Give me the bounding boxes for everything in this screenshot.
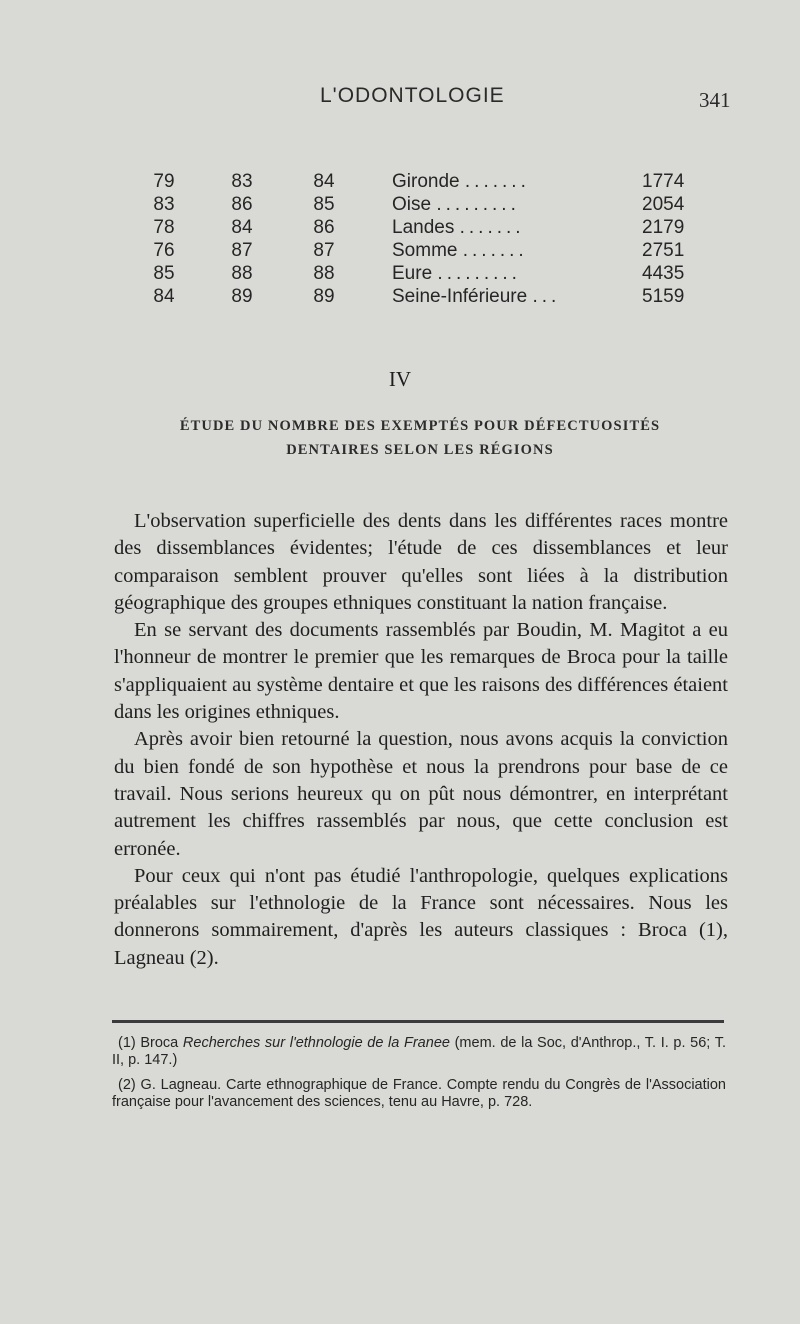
running-head bbox=[0, 84, 800, 114]
rank-col-3: 86 bbox=[313, 217, 335, 238]
rank-col-1: 76 bbox=[153, 240, 175, 261]
paragraph: En se servant des documents rassemblés par Boudin, M. Magitot a eu l'honneur de montrer le premier que les remarques de Broca pour la taille s'appliquaient au système dentaire et que les raisons des différences étaient dans les origines ethniques. bbox=[114, 619, 728, 724]
paragraph: Pour ceux qui n'ont pas étudié l'anthropologie, quelques explications préalables sur l'ethnologie de la France sont nécessaires. Nous les donnerons sommairement, d'après les auteurs classiques : Broca (1), Lagneau (2). bbox=[114, 864, 728, 969]
rank-col-1: 79 bbox=[153, 171, 175, 192]
footnotes bbox=[112, 1035, 726, 1119]
footnote-2: (2) G. Lagneau. Carte ethnographique de France. Compte rendu du Congrès de l'Association française pour l'avancement des sciences, tenu au Havre, p. 728. bbox=[112, 1077, 726, 1110]
dot-leader: ......... bbox=[437, 263, 521, 284]
exempt-count: 2751 bbox=[642, 240, 685, 261]
rank-col-3: 84 bbox=[313, 171, 335, 192]
department-cell bbox=[362, 216, 632, 239]
dot-leader: ....... bbox=[459, 217, 525, 238]
dot-leader: ... bbox=[532, 286, 561, 307]
section-number: IV bbox=[388, 367, 412, 391]
department-cell bbox=[362, 170, 632, 193]
rank-col-3: 85 bbox=[313, 194, 335, 215]
footnote-divider bbox=[112, 1020, 724, 1023]
section-heading bbox=[150, 414, 690, 462]
rank-col-2: 86 bbox=[231, 194, 253, 215]
department-cell bbox=[362, 285, 632, 308]
rank-col-2: 88 bbox=[231, 263, 253, 284]
body-text bbox=[114, 508, 728, 972]
rank-col-1: 85 bbox=[153, 263, 175, 284]
exempt-count: 2054 bbox=[642, 194, 685, 215]
page-number: 341 bbox=[699, 88, 731, 112]
section-heading-line-2: DENTAIRES SELON LES RÉGIONS bbox=[286, 442, 554, 458]
table-row bbox=[130, 239, 750, 262]
footnote-1-prefix: (1) Broca bbox=[118, 1035, 183, 1051]
section-heading-line-1: ÉTUDE DU NOMBRE DES EXEMPTÉS POUR DÉFECTUOSITÉS bbox=[179, 418, 661, 434]
footnote-1-title: Recherches sur l'ethnologie de la Franee bbox=[182, 1035, 450, 1051]
department-name: Somme bbox=[392, 240, 458, 261]
table-row bbox=[130, 216, 750, 239]
department-cell bbox=[362, 239, 632, 262]
department-name: Landes bbox=[392, 217, 455, 238]
rank-col-2: 84 bbox=[231, 217, 253, 238]
exempt-count: 1774 bbox=[642, 171, 685, 192]
running-title: L'ODONTOLOGIE bbox=[320, 84, 505, 107]
footnote-1-suffix: (mem. de la Soc, d'Anthrop., T. I. p. 56; T. II, p. 147.) bbox=[112, 1035, 726, 1068]
footnote-1 bbox=[112, 1035, 726, 1069]
exempt-count: 2179 bbox=[642, 217, 685, 238]
department-name: Eure bbox=[392, 263, 433, 284]
department-name: Gironde bbox=[392, 171, 460, 192]
rank-col-1: 83 bbox=[153, 194, 175, 215]
table-row bbox=[130, 262, 750, 285]
table-row bbox=[130, 285, 750, 308]
rank-col-2: 83 bbox=[231, 171, 253, 192]
rank-col-3: 89 bbox=[313, 286, 335, 307]
rank-col-2: 89 bbox=[231, 286, 253, 307]
paragraph: L'observation superficielle des dents dans les différentes races montre des dissemblances évidentes; l'étude de ces dissemblances et leur comparaison semblent prouver qu'elles sont liées à la distribution géographique des groupes ethniques constituant la nation française. bbox=[114, 510, 728, 614]
dot-leader: ......... bbox=[436, 194, 520, 215]
dot-leader: ....... bbox=[464, 171, 530, 192]
rank-col-3: 87 bbox=[313, 240, 335, 261]
table-row bbox=[130, 193, 750, 216]
paragraph: Après avoir bien retourné la question, nous avons acquis la conviction du bien fondé de son hypothèse et nous la prendrons pour base de ce travail. Nous serions heureux qu on pût nous démontrer, en interprétant autrement les chiffres rassemblés par nous, que cette conclusion est erronée. bbox=[114, 728, 728, 860]
department-name: Oise bbox=[392, 194, 432, 215]
dot-leader: ....... bbox=[462, 240, 528, 261]
rank-col-1: 78 bbox=[153, 217, 175, 238]
department-cell bbox=[362, 262, 632, 285]
department-name: Seine-Inférieure bbox=[392, 286, 528, 307]
table-row bbox=[130, 170, 750, 193]
exempt-count: 4435 bbox=[642, 263, 685, 284]
rank-col-2: 87 bbox=[231, 240, 253, 261]
department-table bbox=[130, 170, 750, 308]
exempt-count: 5159 bbox=[642, 286, 685, 307]
rank-col-1: 84 bbox=[153, 286, 175, 307]
department-cell bbox=[362, 193, 632, 216]
rank-col-3: 88 bbox=[313, 263, 335, 284]
